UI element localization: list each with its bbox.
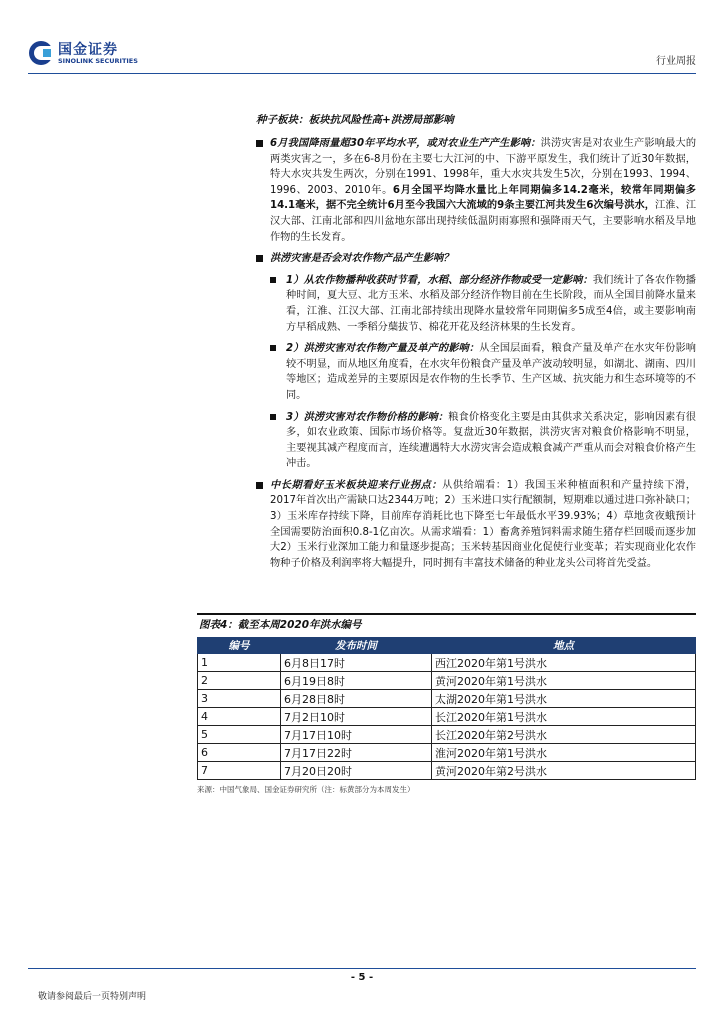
sub-bullet-price [270, 410, 696, 472]
page-header [28, 38, 696, 72]
cell-time: 7月17日22时 [281, 744, 432, 762]
sub-bullet-text: 从全国层面看，粮食产量及单产在水灾年份影响较不明显，而从地区角度看，在水灾年份粮食产量及单产波动较明显，如湖北、湖南、四川等地区；造成差异的主要原因是农作物的生长季节、生产区域、抗灾能力和生态环境等的不同。 [286, 343, 696, 401]
flood-table-figure [197, 613, 696, 795]
footer-divider [28, 968, 696, 969]
cell-location: 长江2020年第2号洪水 [432, 726, 696, 744]
table-row [198, 744, 696, 762]
table-row [198, 762, 696, 780]
logo-chinese-name: 国金证券 [58, 42, 118, 58]
table-row [198, 672, 696, 690]
sub-bullet-lead: 2）洪涝灾害对农作物产量及单产的影响： [286, 343, 480, 355]
cell-time: 7月17日10时 [281, 726, 432, 744]
cell-id: 4 [198, 708, 281, 726]
cell-location: 长江2020年第1号洪水 [432, 708, 696, 726]
cell-location: 淮河2020年第1号洪水 [432, 744, 696, 762]
bullet-text: 洪涝灾害是对农业生产影响最大的两类灾害之一，多在6-8月份在主要七大江河的中、下游平原发生，我们统计了近30年数据，特大水灾共发生两次，分别在1991、1998年，重大水灾共发生5次，分别在1993、1994、1996、2003、2010年。 [270, 138, 697, 196]
bullet-text: 江淮、江汉大部、江南北部和四川盆地东部出现持续低温阴雨寡照和强降雨天气，主要影响水稻及旱地作物的生长发育。 [270, 200, 696, 243]
table-header-row [198, 638, 696, 654]
bullet-corn [256, 478, 696, 572]
square-bullet-icon [270, 277, 276, 283]
sinolink-logo-icon [28, 40, 54, 66]
flood-number-table [197, 637, 696, 780]
square-bullet-icon [256, 255, 263, 262]
sub-bullet-text: 粮食价格变化主要是由其供求关系决定，影响因素有很多，如农业政策、国际市场价格等。复盘近30年数据，洪涝灾害对粮食价格影响不明显，主要视其减产程度而言，连续遭遇特大水涝灾害会造成粮食减产严重从而会对粮食价格产生冲击。 [286, 411, 696, 470]
table-row [198, 708, 696, 726]
page-number: - 5 - [350, 972, 374, 983]
bullet-text: 从供给端看：1）我国玉米种植面积和产量持续下滑，2017年首次出产需缺口达2344万吨；2）玉米进口实行配额制，短期难以通过进口弥补缺口；3）玉米库存持续下降，目前库存消耗比也下降至七年最低水平39.93%；4）草地贪夜蛾预计全国需要防治面积0.8-1亿亩次。从需求端看：1）畜禽养殖饲料需求随生猪存栏回暖而逐步加大2）玉米行业深加工能力和量逐步提高；玉米转基因商业化促使行业变革；若实现商业化农作物种子价格及利润率将大幅提升，同时拥有丰富技术储备的种业龙头公司将首先受益。 [270, 479, 696, 569]
cell-id: 6 [198, 744, 281, 762]
cell-id: 5 [198, 726, 281, 744]
bullet-lead: 洪涝灾害是否会对农作物产品产生影响？ [270, 253, 454, 265]
bullet-rainfall [256, 136, 696, 245]
sub-bullet-lead: 1）从农作物播种收获时节看，水稻、部分经济作物或受一定影响： [286, 274, 593, 286]
table-title: 图表4：截至本周2020年洪水编号 [197, 613, 696, 637]
cell-time: 6月19日8时 [281, 672, 432, 690]
cell-time: 7月20日20时 [281, 762, 432, 780]
table-row [198, 726, 696, 744]
cell-time: 6月8日17时 [281, 654, 432, 672]
bullet-lead: 中长期看好玉米板块迎来行业拐点： [270, 479, 443, 491]
square-bullet-icon [256, 140, 263, 147]
section-title: 种子板块：板块抗风险性高+洪涝局部影响 [256, 114, 454, 126]
header-divider [28, 73, 696, 74]
main-content [256, 112, 696, 577]
square-bullet-icon [270, 345, 276, 351]
cell-time: 7月2日10时 [281, 708, 432, 726]
bullet-lead: 6月我国降雨量超30年平均水平，或对农业生产产生影响： [270, 138, 541, 149]
sub-bullet-text: 我们统计了各农作物播种时间，夏大豆、北方玉米、水稻及部分经济作物目前在生长阶段，而从全国目前降水量来看，江淮、江汉大部、江南北部持续出现降水量较常年同期偏多5成至4倍，或主要影响南方早稻成熟、一季稻分蘖拔节、棉花开花及经济林果的生长发育。 [286, 274, 696, 333]
report-type: 行业周报 [656, 56, 696, 67]
bullet-flood-impact [256, 251, 696, 267]
sub-bullet-planting [270, 273, 696, 335]
table-source-note: 来源：中国气象局、国金证券研究所（注：标黄部分为本周发生） [197, 785, 415, 794]
table-row [198, 690, 696, 708]
disclaimer-note: 敬请参阅最后一页特别声明 [38, 992, 147, 1002]
bullet-bold-text: 6月全国平均降水量比上年同期偏多14.2毫米，较常年同期偏多14.1毫米，据不完全统计6月至今我国六大流域的9条主要江河共发生6次编号洪水， [270, 184, 696, 212]
cell-location: 太湖2020年第1号洪水 [432, 690, 696, 708]
table-row [198, 654, 696, 672]
logo-english-name: SINOLINK SECURITIES [58, 57, 138, 65]
cell-id: 3 [198, 690, 281, 708]
cell-location: 黄河2020年第1号洪水 [432, 672, 696, 690]
header-time: 发布时间 [281, 638, 432, 654]
sub-bullet-yield [270, 341, 696, 403]
cell-time: 6月28日8时 [281, 690, 432, 708]
header-id: 编号 [198, 638, 281, 654]
cell-location: 黄河2020年第2号洪水 [432, 762, 696, 780]
header-location: 地点 [432, 638, 696, 654]
cell-id: 7 [198, 762, 281, 780]
sub-bullet-lead: 3）洪涝灾害对农作物价格的影响： [286, 411, 449, 423]
square-bullet-icon [256, 482, 263, 489]
cell-location: 西江2020年第1号洪水 [432, 654, 696, 672]
square-bullet-icon [270, 414, 276, 420]
cell-id: 2 [198, 672, 281, 690]
cell-id: 1 [198, 654, 281, 672]
